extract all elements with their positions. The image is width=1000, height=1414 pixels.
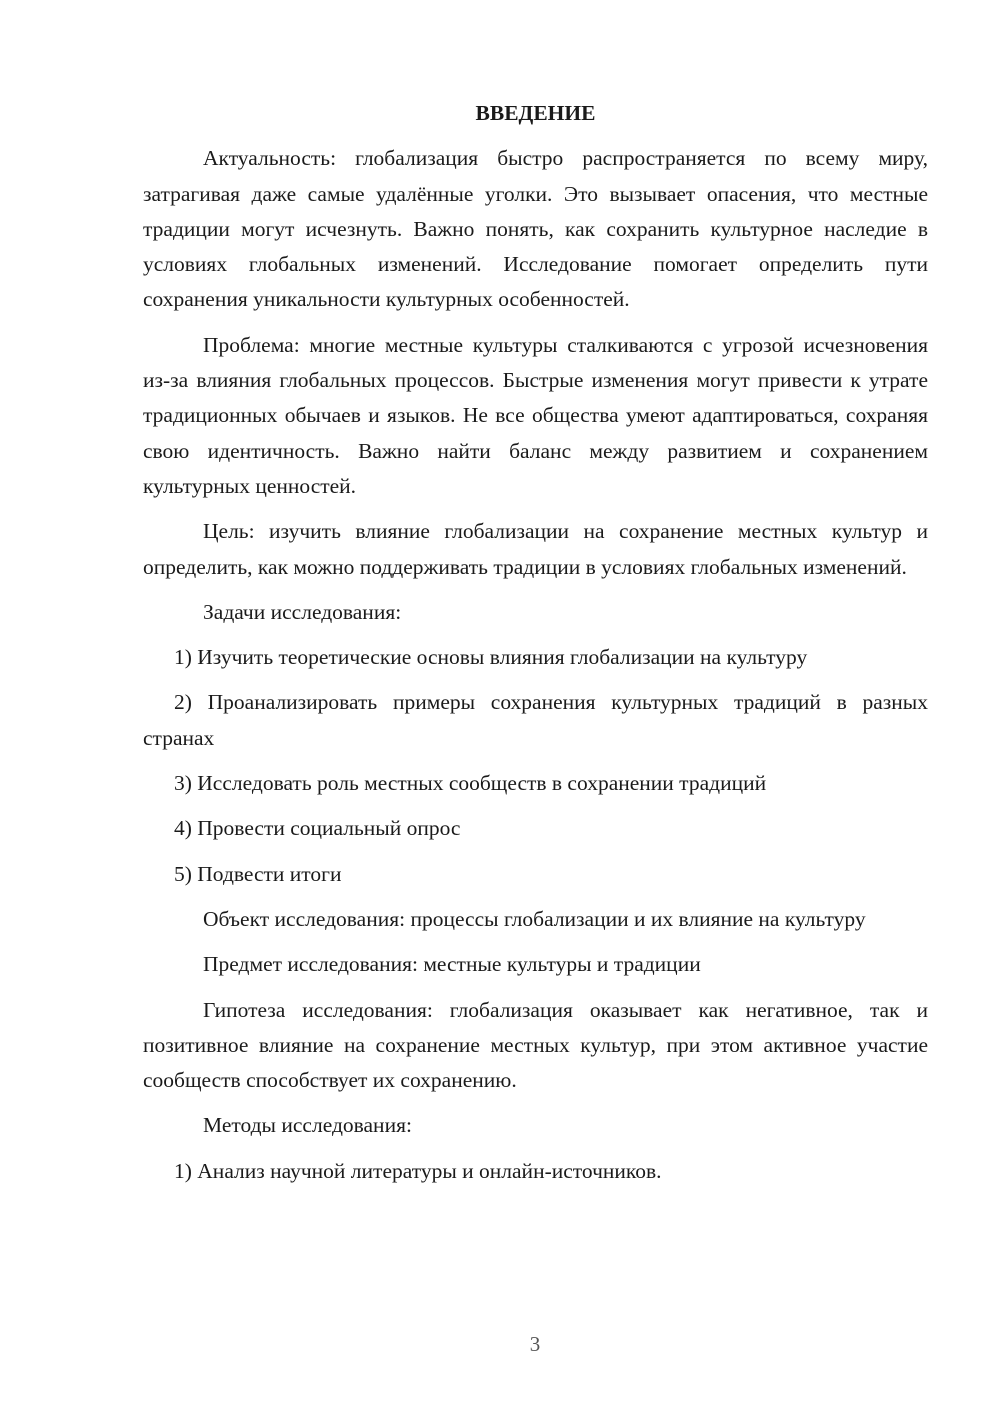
list-item: 3) Исследовать роль местных сообществ в сохранении традиций (174, 771, 767, 796)
methods-heading: Методы исследования: (203, 1113, 412, 1138)
object-paragraph: Объект исследования: процессы глобализации и их влияние на культуру (203, 906, 866, 931)
relevance-paragraph: Актуальность: глобализация быстро распространяется по всему миру, затрагивая даже самые удалённые уголки. Это вызывает опасения, что местные традиции могут исчезнуть. Важно понять, как сохранить культурное наследие в условиях глобальных изменений. Исследование помогает определить пути сохранения уникальности культурных особенностей. (143, 146, 928, 312)
list-item: 4) Провести социальный опрос (174, 816, 461, 841)
page-content (143, 96, 928, 1199)
hypothesis-paragraph: Гипотеза исследования: глобализация оказывает как негативное, так и позитивное влияние на сохранение местных культур, при этом активное участие сообществ способствует их сохранению. (143, 997, 928, 1093)
problem-paragraph: Проблема: многие местные культуры сталкиваются с угрозой исчезновения из-за влияния глобальных процессов. Быстрые изменения могут привести к утрате традиционных обычаев и языков. Не все общества умеют адаптироваться, сохраняя свою идентичность. Важно найти баланс между развитием и сохранением культурных ценностей. (143, 332, 928, 498)
methods-list (143, 1154, 928, 1189)
section-title: ВВЕДЕНИЕ (475, 101, 596, 125)
tasks-list (143, 640, 928, 892)
goal-paragraph: Цель: изучить влияние глобализации на сохранение местных культур и определить, как можно поддерживать традиции в условиях глобальных изменений. (143, 519, 928, 579)
tasks-heading: Задачи исследования: (203, 599, 402, 624)
list-item: 2) Проанализировать примеры сохранения культурных традиций в разных странах (143, 690, 928, 750)
list-item: 5) Подвести итоги (174, 861, 342, 886)
page-number: 3 (529, 1332, 541, 1356)
list-item: 1) Изучить теоретические основы влияния глобализации на культуру (174, 645, 808, 670)
list-item: 1) Анализ научной литературы и онлайн-источников. (174, 1158, 662, 1183)
subject-paragraph: Предмет исследования: местные культуры и традиции (203, 952, 701, 977)
